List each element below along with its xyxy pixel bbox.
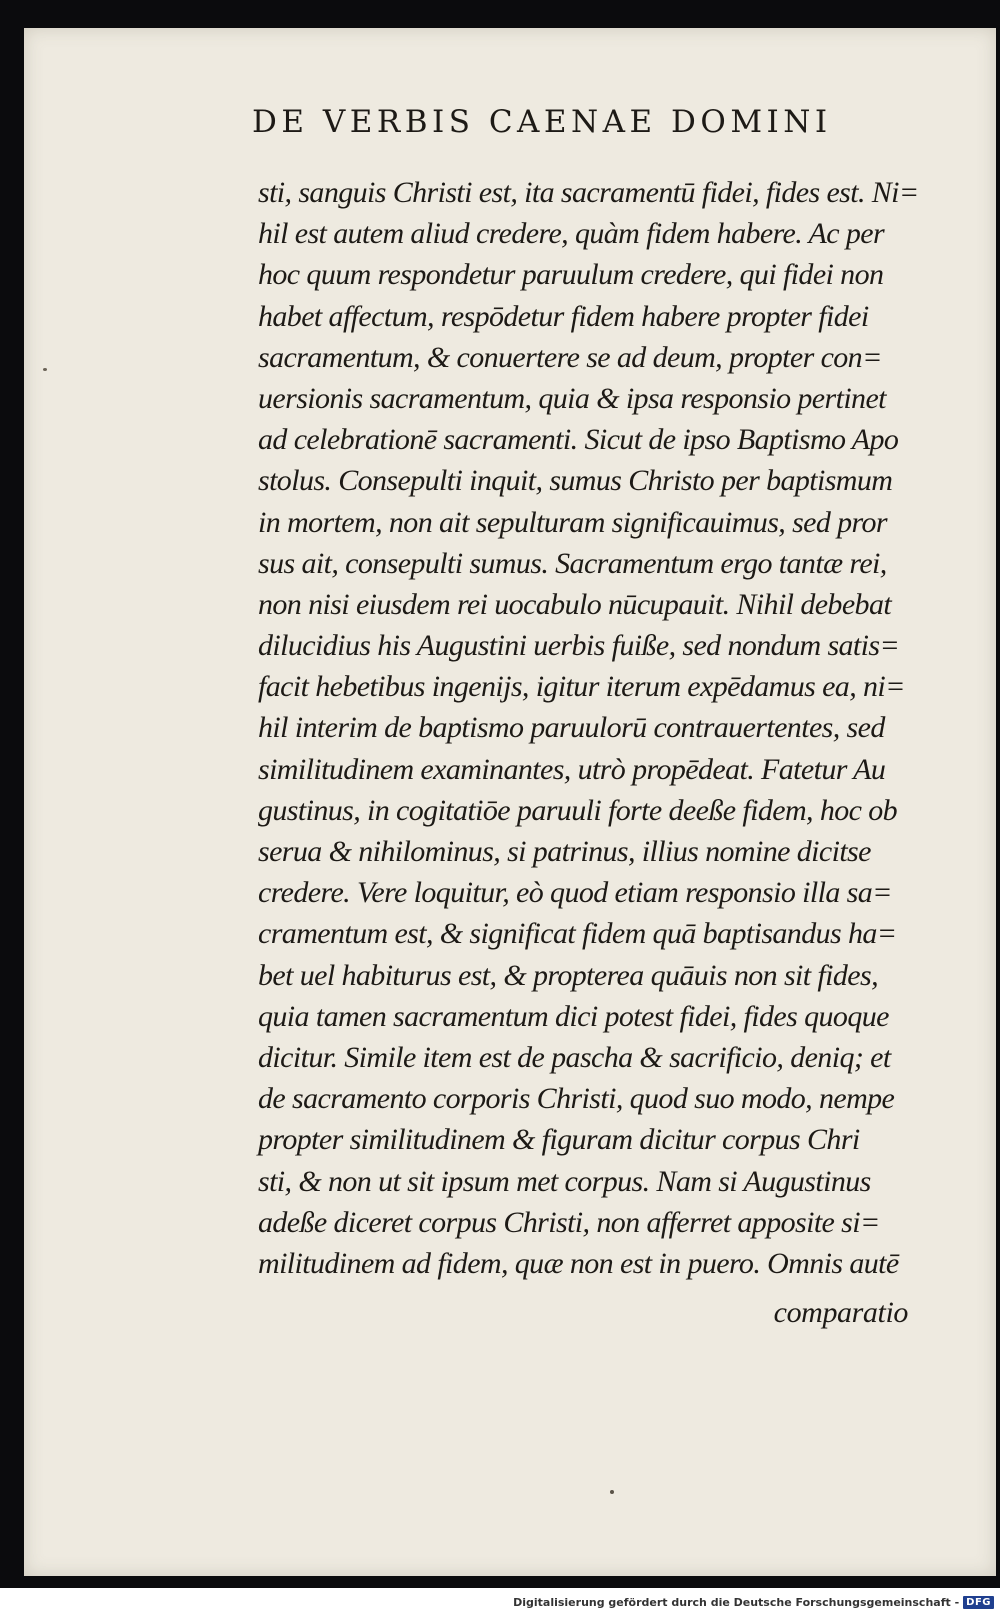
text-line: sti, & non ut sit ipsum met corpus. Nam si Augustinus: [258, 1164, 871, 1198]
catchword: comparatio: [773, 1296, 908, 1329]
text-line: de sacramento corporis Christi, quod suo modo, nempe: [258, 1082, 895, 1116]
text-line: similitudinem examinantes, utrò propēdeat. Fatetur Au: [258, 752, 886, 786]
text-line: adeße diceret corpus Christi, non afferret apposite si=: [258, 1205, 880, 1239]
text-line: dilucidius his Augustini uerbis fuiße, sed nondum satis=: [258, 629, 900, 663]
text-line: stolus. Consepulti inquit, sumus Christo per baptismum: [258, 464, 893, 498]
text-line: sus ait, consepulti sumus. Sacramentum ergo tantæ rei,: [258, 546, 887, 580]
text-line: facit hebetibus ingeniјs, igitur iterum expēdamus ea, ni=: [258, 670, 905, 704]
credit-text: Digitalisierung gefördert durch die Deutsche Forschungsgemeinschaft -: [513, 1596, 960, 1609]
body-text: [258, 172, 938, 1284]
text-line: sacramentum, & conuertere se ad deum, propter con=: [258, 340, 882, 374]
text-line: non nisi eiusdem rei uocabulo nūcupauit. Nihil debebat: [258, 587, 892, 621]
text-line: hoc quum respondetur paruulum credere, qui fidei non: [258, 258, 884, 292]
ink-speck: [610, 1490, 614, 1494]
text-line: militudinem ad fidem, quæ non est in puero. Omnis autē: [258, 1246, 899, 1280]
text-line: ad celebrationē sacramenti. Sicut de ipso Baptismo Apo: [258, 423, 899, 457]
text-line: gustinus, in cogitatiōe paruuli forte deeße fidem, hoc ob: [258, 793, 898, 827]
text-line: hil interim de baptismo paruulorū contrauertentes, sed: [258, 711, 885, 745]
text-line: credere. Vere loquitur, eò quod etiam responsio illa sa=: [258, 876, 892, 910]
running-head: DE VERBIS CAENAE DOMINI: [252, 104, 832, 140]
text-line: hil est autem aliud credere, quàm fidem habere. Ac per: [258, 217, 885, 251]
text-line: cramentum est, & significat fidem quā baptisandus ha=: [258, 917, 897, 951]
text-line: quia tamen sacramentum dici potest fidei, fides quoque: [258, 999, 889, 1033]
text-line: propter similitudinem & figuram dicitur corpus Chri: [258, 1123, 860, 1157]
digitization-credit: [513, 1596, 994, 1609]
text-line: uersionis sacramentum, quia & ipsa responsio pertinet: [258, 381, 886, 415]
dfg-logo-icon: DFG: [963, 1596, 994, 1609]
text-line: dicitur. Simile item est de pascha & sacrificio, deniq; et: [258, 1040, 891, 1074]
text-line: sti, sanguis Christi est, ita sacramentū fidei, fides est. Ni=: [258, 176, 919, 209]
text-line: bet uel habiturus est, & propterea quāuis non sit fides,: [258, 958, 878, 992]
margin-mark: [43, 368, 47, 371]
text-line: in mortem, non ait sepulturam significauimus, sed pror: [258, 505, 887, 539]
text-line: serua & nihilominus, si patrinus, illius nomine dicitse: [258, 835, 871, 868]
text-line: habet affectum, respōdetur fidem habere propter fidei: [258, 299, 869, 333]
